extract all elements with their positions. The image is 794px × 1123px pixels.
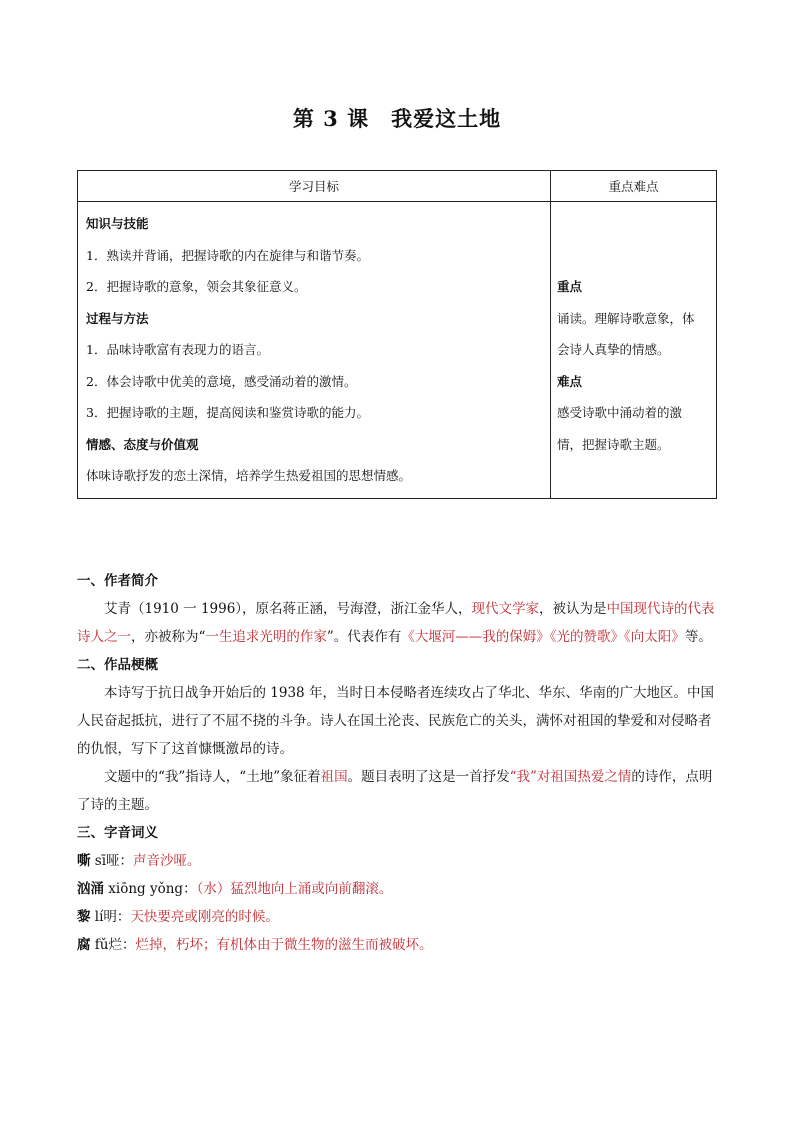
text-run: 的诗作，点明了诗的主题。 [77,769,713,813]
goal-line: 1．品味诗歌富有表现力的语言。 [86,342,269,357]
highlight-run: 祖国 [320,769,348,785]
goal-line: 知识与技能 [86,216,149,231]
overview-paragraph-1: 本诗写于抗日战争开始后的 1938 年，当时日本侵略者连续攻占了华北、华东、华南的广大地区。中国人民奋起抵抗，进行了不屈不挠的斗争。诗人在国土沦丧、民族危亡的关头，满怀对祖国的挚爱和对侵略者的仇恨，写下了这首慷慨激昂的诗。 [77,685,714,757]
highlight-run: “我”对祖国热爱之情 [509,769,632,785]
vocab-meaning: 声音沙哑。 [133,853,201,869]
learning-goals-cell [78,202,551,499]
goal-line: 情感、态度与价值观 [86,436,199,452]
goal-line: 体味诗歌抒发的恋土深情，培养学生热爱祖国的思想情感。 [86,468,412,483]
vocab-word: 腐 [77,937,91,953]
goal-line: 2．把握诗歌的意象，领会其象征意义。 [86,279,307,294]
text-run: 艾青（1910 一 1996），原名蒋正涵，号海澄，浙江金华人， [104,601,472,617]
vocab-word: 黎 [77,909,91,925]
vocab-meaning: 烂掉，朽坏；有机体由于微生物的滋生而被破坏。 [135,937,433,953]
vocab-item [77,875,717,903]
highlight-run: 中国现代诗的代表诗人之一 [77,601,715,645]
text-run: ”。代表作有 [326,629,402,645]
highlight-run: 《大堰河——我的保姆》《光的赞歌》《向太阳》 [401,629,685,645]
vocab-word: 汹涌 [77,881,104,897]
vocab-pinyin: xiōng yǒng： [104,881,197,897]
text-run: 文题中的“我”指诗人，“土地”象征着 [104,769,321,785]
goal-line: 1．熟读并背诵，把握诗歌的内在旋律与和谐节奏。 [86,247,369,263]
page-title: 第 3 课 我爱这土地 [292,106,502,131]
vocab-item [77,847,717,875]
goal-line: 2．体会诗歌中优美的意境，感受涌动着的激情。 [86,373,357,389]
key-point-line: 诵读。理解诗歌意象，体 [557,310,695,326]
vocab-meaning: 天快要亮或刚亮的时候。 [130,909,279,925]
header-key-points: 重点难点 [551,171,717,202]
vocab-item [77,903,717,931]
goal-line: 3．把握诗歌的主题，提高阅读和鉴赏诗歌的能力。 [86,405,369,420]
section-heading-vocab: 三、字音词义 [77,825,158,841]
key-point-line: 难点 [557,373,583,389]
text-run: 等。 [684,629,712,645]
key-point-line: 情，把握诗歌主题。 [557,436,670,452]
highlight-run: 一生追求光明的作家 [205,629,327,645]
text-run: ，亦被称为“ [131,629,206,645]
vocab-word: 嘶 [77,853,91,869]
text-run: 。题目表明了这是一首抒发 [347,769,510,785]
vocab-pinyin: lí明： [90,909,131,925]
header-learning-goals: 学习目标 [78,171,551,202]
section-heading-overview: 二、作品梗概 [77,657,158,673]
vocab-meaning: （水）猛烈地向上涌或向前翻滚。 [196,881,393,897]
overview-paragraph-2 [77,763,717,819]
text-run: ，被认为是 [539,601,607,617]
goal-line: 过程与方法 [86,310,149,326]
key-points-cell [551,202,717,499]
table-header-row [78,171,717,202]
author-paragraph [77,595,717,651]
table-body-row [78,202,717,499]
vocab-pinyin: fǔ烂： [90,937,136,953]
key-point-line: 感受诗歌中涌动着的激 [557,405,683,420]
objectives-table [77,170,717,499]
vocab-item [77,931,717,959]
lesson-content [77,567,717,959]
key-point-line: 会诗人真挚的情感。 [557,342,670,357]
key-point-line: 重点 [557,279,583,294]
highlight-run: 现代文学家 [471,601,540,617]
vocab-pinyin: sī哑： [90,853,134,869]
section-heading-author: 一、作者简介 [77,573,158,589]
